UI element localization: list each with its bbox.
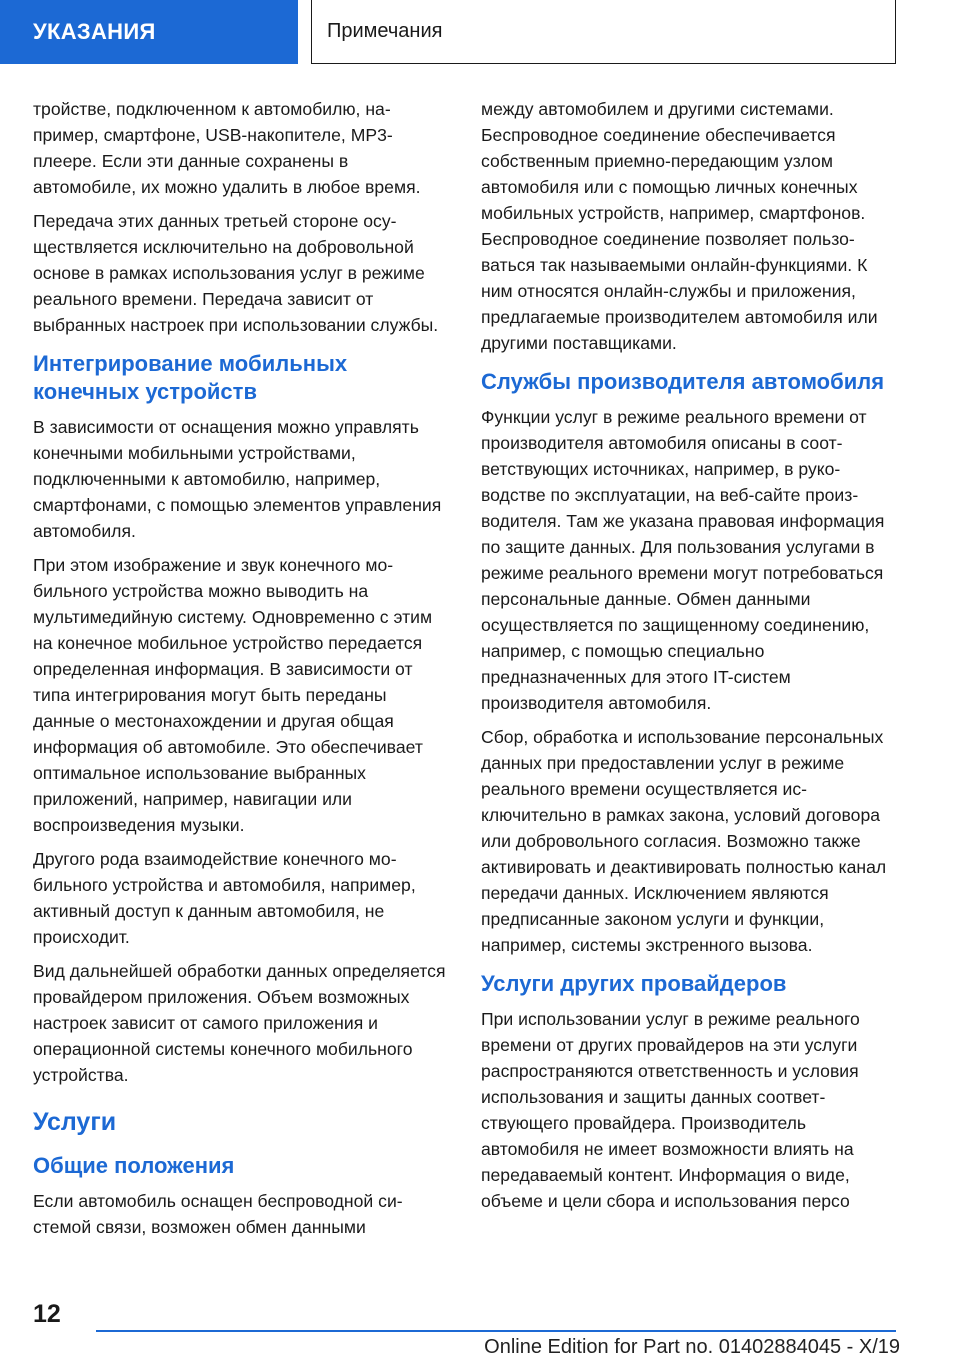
paragraph: При использовании услуг в режиме реального времени от других провайдеров на эти услуги распространяются ответственность и условия использования и защиты данных соответствующего провайдера. Производитель автомобиля не имеет возможности влиять на передаваемый контент. Информация о виде, объеме и цели сбора и использования персо bbox=[481, 1009, 860, 1211]
paragraph: Передача этих данных третьей стороне осуществляется исключительно на добровольной основе в рамках использования услуг в режиме реального времени. Передача зависит от выбранных настроек при использовании службы. bbox=[33, 211, 439, 335]
footer-divider bbox=[96, 1330, 896, 1332]
paragraph: Функции услуг в режиме реального времени от производителя автомобиля описаны в соответствующих источниках, например, в руководстве по эксплуатации, на веб-сайте производителя. Там же указана правовая информация по защите данных. Для пользования услугами в режиме реального времени могут потребоваться персональные данные. Обмен данными осуществляется по защищенному соединению, например, с помощью специально предназначенных для этого IT-систем производителя автомобиля. bbox=[481, 407, 885, 713]
paragraph: тройстве, подключенном к автомобилю, например, смартфоне, USB-накопителе, MP3-плеере. Если эти данные сохранены в автомобиле, их можно удалить в любое время. bbox=[33, 99, 421, 197]
paragraph: между автомобилем и другими системами. Беспроводное соединение обеспечивается собственным приемно-передающим узлом автомобиля или с помощью личных конечных мобильных устройств, например, смартфонов. Беспроводное соединение позволяет пользоваться так называемыми онлайн-функциями. К ним относятся онлайн-службы и приложения, предлагаемые производителем автомобиля или другими поставщиками. bbox=[481, 99, 878, 353]
section-title: УКАЗАНИЯ bbox=[33, 19, 156, 44]
paragraph: Если автомобиль оснащен беспроводной системой связи, возможен обмен данными bbox=[33, 1191, 403, 1237]
right-column bbox=[481, 96, 899, 1222]
subsection-header bbox=[311, 0, 896, 64]
heading-services: Услуги bbox=[33, 1108, 117, 1136]
paragraph: Другого рода взаимодействие конечного мобильного устройства и автомобиля, например, активный доступ к данным автомобиля, не происходит. bbox=[33, 849, 416, 947]
section-tab bbox=[0, 0, 298, 64]
heading-other-providers: Услуги других провайдеров bbox=[481, 971, 787, 996]
page-number: 12 bbox=[33, 1300, 61, 1328]
heading-general: Общие положения bbox=[33, 1153, 235, 1178]
subsection-title: Примечания bbox=[327, 20, 443, 42]
footer-edition: Online Edition for Part no. 01402884045 - X/19 bbox=[484, 1336, 900, 1358]
heading-integration: Интегрирование мобильных конечных устройств bbox=[33, 351, 348, 404]
paragraph: Сбор, обработка и использование персональных данных при предоставлении услуг в режиме реального времени осуществляется исключительно в рамках закона, условий договора или добровольного согласия. Возможно также активировать и деактивировать полностью канал передачи данных. Исключением являются предписанные законом услуги и функции, например, системы экстренного вызова. bbox=[481, 727, 887, 955]
heading-manufacturer-services: Службы производителя автомобиля bbox=[481, 369, 885, 394]
paragraph: При этом изображение и звук конечного мобильного устройства можно выводить на мультимедийную систему. Одновременно с этим на конечное мобильное устройство передается определенная информация. В зависимости от типа интегрирования могут быть переданы данные о местонахождении и другая общая информация об автомобиле. Это обеспечивает оптимальное использование выбранных приложений, например, навигации или воспроизведения музыки. bbox=[33, 555, 433, 835]
paragraph: В зависимости от оснащения можно управлять конечными мобильными устройствами, подключенными к автомобилю, например, смартфонами, с помощью элементов управления автомобиля. bbox=[33, 417, 442, 541]
paragraph: Вид дальнейшей обработки данных определяется провайдером приложения. Объем возможных настроек зависит от самого приложения и операционной системы конечного мобильного устройства. bbox=[33, 961, 446, 1085]
left-column bbox=[33, 96, 449, 1248]
